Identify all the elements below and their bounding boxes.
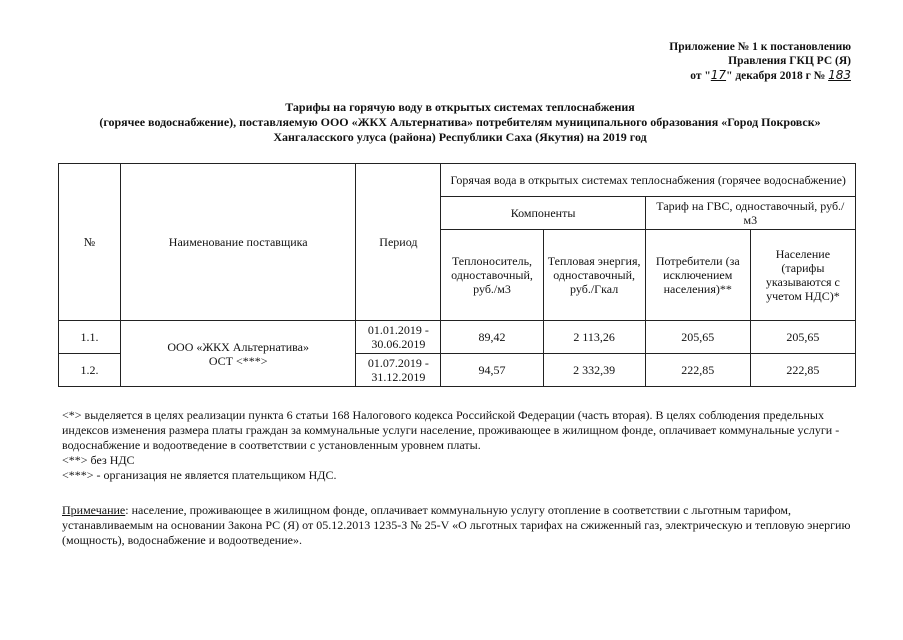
- header-carrier: Теплоноситель, одноставочный, руб./м3: [441, 230, 543, 321]
- table-header-row-1: [59, 164, 856, 197]
- header-period: Период: [356, 164, 441, 321]
- period-end: 30.06.2019: [371, 337, 426, 351]
- row-consumers: 222,85: [645, 354, 750, 387]
- appendix-number-handwritten: 183: [828, 68, 851, 82]
- appendix-prefix: от ": [690, 70, 711, 82]
- row-carrier: 94,57: [441, 354, 543, 387]
- header-consumers: Потребители (за исключением населения)**: [645, 230, 750, 321]
- row-num: 1.2.: [59, 354, 121, 387]
- header-tariff: Тариф на ГВС, одноставочный, руб./м3: [645, 197, 855, 230]
- header-num: №: [59, 164, 121, 321]
- remark-label: Примечание: [62, 503, 126, 517]
- document-title: [40, 100, 880, 145]
- period-end: 31.12.2019: [371, 370, 426, 384]
- header-population: Население (тарифы указываются с учетом НДС)*: [750, 230, 855, 321]
- header-components: Компоненты: [441, 197, 645, 230]
- row-num: 1.1.: [59, 321, 121, 354]
- row-period: [356, 321, 441, 354]
- title-line3: Хангаласского улуса (района) Республики Саха (Якутия) на 2019 год: [273, 130, 647, 144]
- remark-text: : население, проживающее в жилищном фонде, оплачивает коммунальную услугу отопление в соответствии с льготным тарифом, устанавливаемым на основании Закона РС (Я) от 05.12.2013 1235-З № 25-V «О льготных тарифах на сжиженный газ, электрическую и тепловую энергию (мощность), водоснабжение и водоотведение».: [62, 503, 851, 547]
- appendix-line1: Приложение № 1 к постановлению: [669, 41, 851, 53]
- header-supplier: Наименование поставщика: [121, 164, 356, 321]
- row-consumers: 205,65: [645, 321, 750, 354]
- supplier-name: ООО «ЖКХ Альтернатива»: [167, 339, 309, 354]
- row-carrier: 89,42: [441, 321, 543, 354]
- supplier-ost: ОСТ <***>: [208, 353, 268, 368]
- appendix-middle: " декабря 2018 г №: [726, 70, 826, 82]
- appendix-block: [669, 40, 851, 83]
- footnote-no-vat: <**> без НДС: [62, 453, 135, 467]
- title-line2: (горячее водоснабжение), поставляемую ООО «ЖКХ Альтернатива» потребителям муниципального образования «Город Покровск»: [99, 115, 821, 129]
- footnotes: [62, 408, 852, 483]
- footnote-not-vat-payer: <***> - организация не является плательщиком НДС.: [62, 468, 337, 482]
- header-group: Горячая вода в открытых системах теплоснабжения (горячее водоснабжение): [441, 164, 856, 197]
- row-energy: 2 332,39: [543, 354, 645, 387]
- footnote-vat-population: <*> выделяется в целях реализации пункта 6 статьи 168 Налогового кодекса Российской Федерации (часть вторая). В целях соблюдения предельных индексов изменения размера платы граждан за коммунальные услуги население, проживающее в жилищном фонде, оплачивает коммунальные услуги - водоснабжение и водоотведение в соответствии с установленным уровнем платы.: [62, 408, 840, 452]
- supplier-cell: [121, 321, 356, 387]
- header-energy: Тепловая энергия, одноставочный, руб./Гкал: [543, 230, 645, 321]
- tariff-table: [58, 163, 856, 387]
- row-energy: 2 113,26: [543, 321, 645, 354]
- table-row: [59, 321, 856, 354]
- row-population: 205,65: [750, 321, 855, 354]
- row-period: [356, 354, 441, 387]
- appendix-day-handwritten: 17: [710, 68, 727, 82]
- appendix-line2: Правления ГКЦ РС (Я): [728, 55, 851, 67]
- remark-block: [62, 503, 852, 548]
- period-start: 01.07.2019 -: [367, 356, 429, 370]
- period-start: 01.01.2019 -: [367, 323, 429, 337]
- title-line1: Тарифы на горячую воду в открытых системах теплоснабжения: [285, 100, 635, 114]
- appendix-date-line: [669, 68, 851, 83]
- row-population: 222,85: [750, 354, 855, 387]
